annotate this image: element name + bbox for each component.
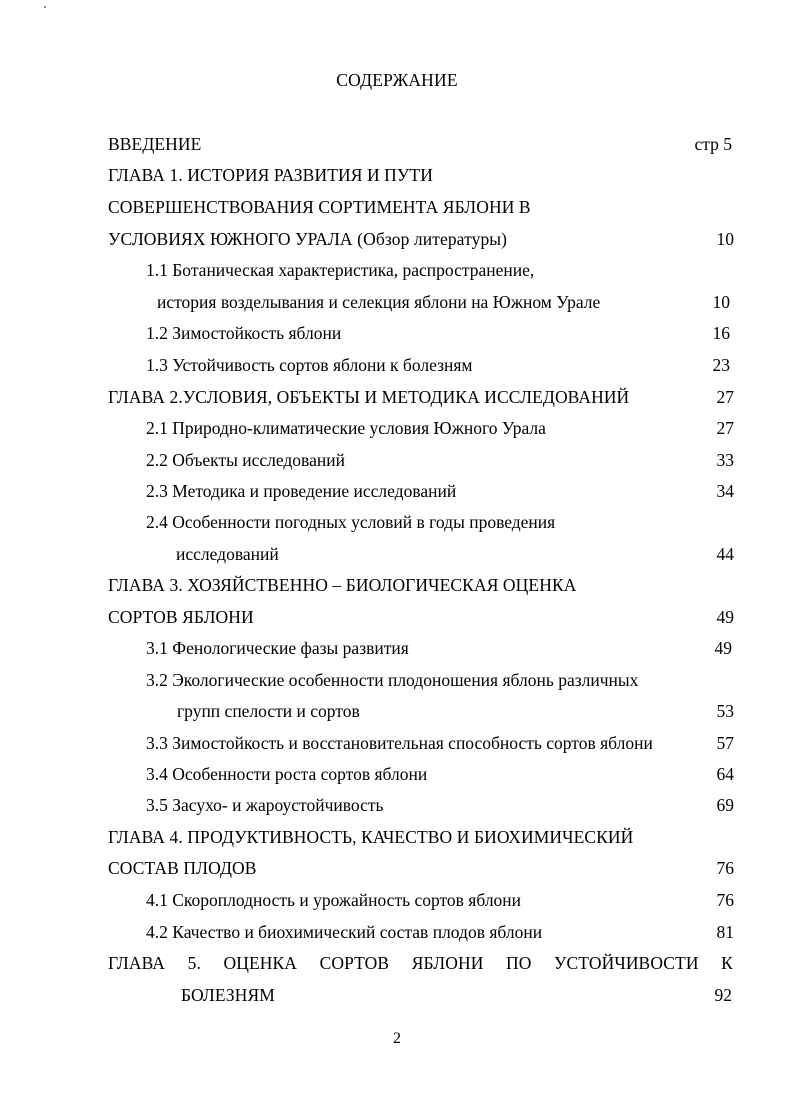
toc-3-4-page: 64 <box>716 764 734 784</box>
toc-intro-label: ВВЕДЕНИЕ <box>108 134 202 154</box>
toc-1-2: 1.2 Зимостойкость яблони <box>146 323 342 343</box>
toc-ch4-line2: СОСТАВ ПЛОДОВ <box>108 858 257 878</box>
toc-2-2-page: 33 <box>716 450 734 470</box>
toc-ch5-line2: БОЛЕЗНЯМ <box>181 985 275 1005</box>
toc-intro-page: стр 5 <box>694 134 732 154</box>
toc-ch3-page: 49 <box>716 607 734 627</box>
toc-2-4-line1: 2.4 Особенности погодных условий в годы проведения <box>146 512 556 532</box>
toc-1-3: 1.3 Устойчивость сортов яблони к болезням <box>146 355 473 375</box>
toc-2-1: 2.1 Природно-климатические условия Южного Урала <box>146 418 546 438</box>
toc-2-3: 2.3 Методика и проведение исследований <box>146 481 457 501</box>
toc-ch2-line1: ГЛАВА 2.УСЛОВИЯ, ОБЪЕКТЫ И МЕТОДИКА ИССЛЕДОВАНИЙ <box>108 387 630 407</box>
toc-3-1-page: 49 <box>714 638 732 658</box>
toc-ch2-page: 27 <box>716 387 734 407</box>
toc-ch5-word: ПО <box>506 953 532 973</box>
toc-ch4-line1: ГЛАВА 4. ПРОДУКТИВНОСТЬ, КАЧЕСТВО И БИОХИМИЧЕСКИЙ <box>108 827 634 847</box>
toc-1-1-line1: 1.1 Ботаническая характеристика, распространение, <box>146 260 535 280</box>
toc-3-5: 3.5 Засухо- и жароустойчивость <box>146 795 384 815</box>
toc-2-1-page: 27 <box>716 418 734 438</box>
toc-ch1-page: 10 <box>716 229 734 249</box>
toc-ch5-word: УСТОЙЧИВОСТИ <box>554 953 699 973</box>
toc-3-1: 3.1 Фенологические фазы развития <box>146 638 409 658</box>
toc-1-3-page: 23 <box>712 355 730 375</box>
toc-1-1-page: 10 <box>712 292 730 312</box>
page-title: СОДЕРЖАНИЕ <box>336 70 458 90</box>
toc-3-3-page: 57 <box>716 733 734 753</box>
toc-4-1: 4.1 Скороплодность и урожайность сортов яблони <box>146 890 522 910</box>
toc-ch5-word: СОРТОВ <box>319 953 390 973</box>
toc-3-2-page: 53 <box>716 701 734 721</box>
toc-ch3-line2: СОРТОВ ЯБЛОНИ <box>108 607 254 627</box>
toc-ch5-word: К <box>721 953 733 973</box>
toc-4-2-page: 81 <box>716 922 734 942</box>
toc-4-2: 4.2 Качество и биохимический состав плодов яблони <box>146 922 543 942</box>
toc-2-3-page: 34 <box>716 481 734 501</box>
toc-1-2-page: 16 <box>712 323 730 343</box>
toc-3-5-page: 69 <box>716 795 734 815</box>
toc-2-4-page: 44 <box>716 544 734 564</box>
toc-3-2-line2: групп спелости и сортов <box>177 701 360 721</box>
toc-ch5-page: 92 <box>714 985 732 1005</box>
toc-ch3-line1: ГЛАВА 3. ХОЗЯЙСТВЕННО – БИОЛОГИЧЕСКАЯ ОЦЕНКА <box>108 575 577 595</box>
toc-2-2: 2.2 Объекты исследований <box>146 450 345 470</box>
toc-ch1-line3: УСЛОВИЯХ ЮЖНОГО УРАЛА (Обзор литературы) <box>108 229 508 249</box>
toc-ch1-line1: ГЛАВА 1. ИСТОРИЯ РАЗВИТИЯ И ПУТИ <box>108 165 433 185</box>
toc-3-4: 3.4 Особенности роста сортов яблони <box>146 764 428 784</box>
toc-3-2-line1: 3.2 Экологические особенности плодоношения яблонь различных <box>146 670 639 690</box>
toc-ch5-line1 <box>108 952 733 974</box>
scan-speck <box>44 6 46 8</box>
toc-ch5-word: ЯБЛОНИ <box>411 953 484 973</box>
toc-4-1-page: 76 <box>716 890 734 910</box>
toc-1-1-line2: история возделывания и селекция яблони на Южном Урале <box>157 292 601 312</box>
toc-ch5-word: 5. <box>187 953 201 973</box>
toc-2-4-line2: исследований <box>176 544 279 564</box>
toc-ch1-line2: СОВЕРШЕНСТВОВАНИЯ СОРТИМЕНТА ЯБЛОНИ В <box>108 197 531 217</box>
toc-ch5-word: ОЦЕНКА <box>223 953 297 973</box>
page-number: 2 <box>393 1030 401 1047</box>
toc-ch5-word: ГЛАВА <box>108 953 166 973</box>
toc-ch4-page: 76 <box>716 858 734 878</box>
toc-3-3: 3.3 Зимостойкость и восстановительная способность сортов яблони <box>146 733 653 753</box>
